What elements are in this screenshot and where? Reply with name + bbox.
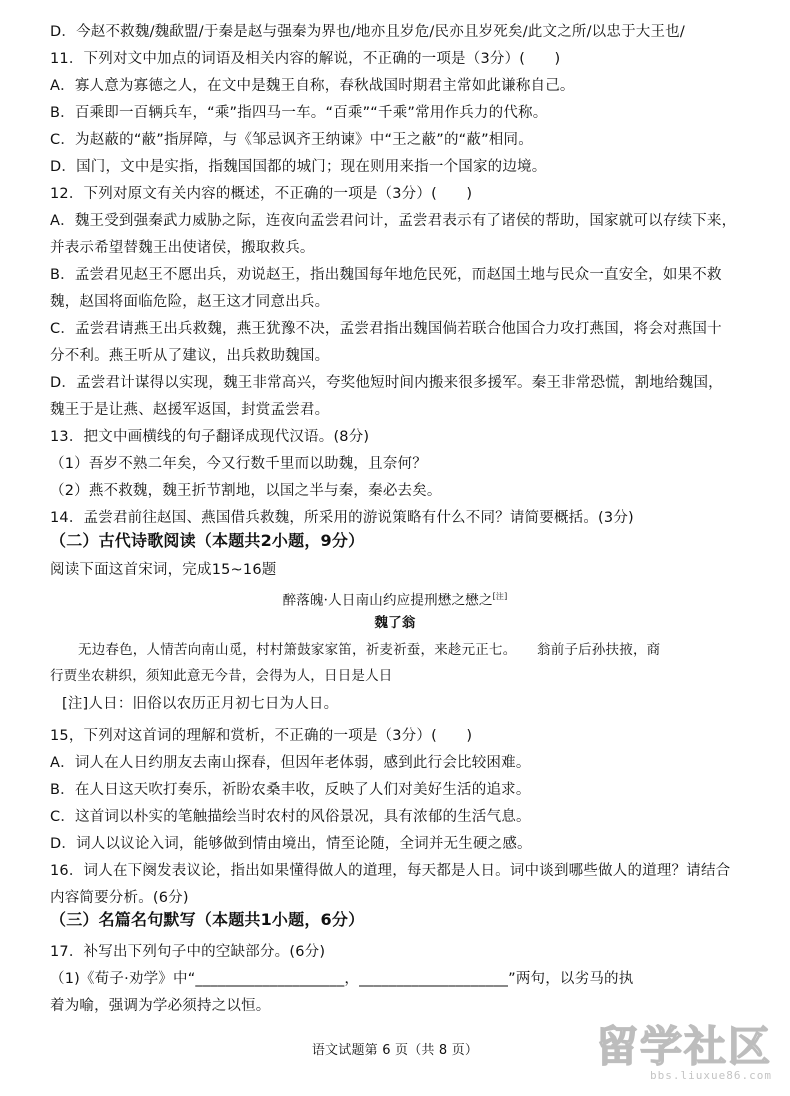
section-heading-poetry: （二）古代诗歌阅读（本题共2小题，9分） <box>50 531 365 550</box>
question-line: B．孟尝君见赵王不愿出兵，劝说赵王，指出魏国每年地危民死，而赵国土地与民众一直安全，如果不救 <box>50 267 722 283</box>
question-line: A．寡人意为寡德之人，在文中是魏王自称，春秋战国时期君主常如此谦称自己。 <box>50 78 575 94</box>
poetry-question-line: A．词人在人日约朋友去南山探春，但因年老体弱，感到此行会比较困难。 <box>50 755 531 771</box>
poem-title-text: 醉落魄·人日南山约应提刑懋之懋之 <box>282 592 493 609</box>
question-line: 并表示希望替魏王出使诸侯，搬取救兵。 <box>50 240 315 256</box>
poetry-question-line: B．在人日这天吹打奏乐，祈盼农桑丰收，反映了人们对美好生活的追求。 <box>50 782 531 798</box>
poetry-question-line: 内容简要分析。(6分) <box>50 890 189 906</box>
question-line: D．孟尝君计谋得以实现，魏王非常高兴，夸奖他短时间内搬来很多援军。秦王非常恐慌，割地给魏国， <box>50 375 723 391</box>
question-line: 分不利。燕王听从了建议，出兵救助魏国。 <box>50 348 330 364</box>
question-line: A．魏王受到强秦武力威胁之际，连夜向孟尝君问计，孟尝君表示有了诸侯的帮助，国家就可以存续下来， <box>50 213 737 229</box>
watermark-url: bbs.liuxue86.com <box>650 1069 772 1082</box>
poem-intro: 阅读下面这首宋词，完成15~16题 <box>50 562 277 578</box>
poem-note: [注]人日：旧俗以农历正月初七日为人日。 <box>62 696 339 712</box>
poem-body-line-2: 行贾坐农耕织，须知此意无今昔，会得为人，日日是人日 <box>50 668 393 684</box>
question-line: C．为赵蔽的“蔽”指屏障，与《邹忌讽齐王纳谏》中“王之蔽”的“蔽”相同。 <box>50 132 533 148</box>
recitation-question-line: 17．补写出下列句子中的空缺部分。(6分) <box>50 944 326 960</box>
section-heading-recitation: （三）名篇名句默写（本题共1小题，6分） <box>50 910 365 929</box>
poem-author: 魏了翁 <box>374 615 416 631</box>
recitation-question-line: 着为喻，强调为学必须持之以恒。 <box>50 998 271 1014</box>
poetry-question-line: 16．词人在下阕发表议论，指出如果懂得做人的道理，每天都是人日。词中谈到哪些做人的道理？请结合 <box>50 863 731 879</box>
watermark-logo <box>595 1022 772 1082</box>
question-line: （2）燕不救魏，魏王折节割地，以国之半与秦，秦必去矣。 <box>50 483 442 499</box>
question-line: 12．下列对原文有关内容的概述，不正确的一项是（3分）( ) <box>50 186 473 202</box>
question-line: 11．下列对文中加点的词语及相关内容的解说，不正确的一项是（3分）( ) <box>50 51 561 67</box>
question-line: C．孟尝君请燕王出兵救魏，燕王犹豫不决，孟尝君指出魏国倘若联合他国合力攻打燕国，将会对燕国十 <box>50 321 722 337</box>
question-line: D．今赵不救魏/魏歃盟/于秦是赵与强秦为界也/地亦且岁危/民亦且岁死矣/此文之所/以忠于大王也/ <box>50 24 685 40</box>
poem-note-mark: [注] <box>492 592 508 601</box>
poetry-question-line: 15，下列对这首词的理解和赏析，不正确的一项是（3分）( ) <box>50 728 473 744</box>
poem-title <box>0 587 790 611</box>
question-line: 魏王于是让燕、赵援军返国，封赏孟尝君。 <box>50 402 330 418</box>
question-line: D．国门，文中是实指，指魏国国都的城门；现在则用来指一个国家的边境。 <box>50 159 547 175</box>
question-line: （1）吾岁不熟二年矣，今又行数千里而以助魏，且奈何？ <box>50 456 427 472</box>
poem-body-line-1: 无边春色，人情苦向南山觅，村村箫鼓家家笛，祈麦祈蚕，来趁元正七。 翁前子后孙扶掖，商 <box>78 642 661 658</box>
poetry-question-line: C．这首词以朴实的笔触描绘当时农村的风俗景况，具有浓郁的生活气息。 <box>50 809 531 825</box>
question-line: B．百乘即一百辆兵车，“乘”指四马一车。“百乘”“千乘”常用作兵力的代称。 <box>50 105 548 121</box>
question-line: 14．孟尝君前往赵国、燕国借兵救魏，所采用的游说策略有什么不同？请简要概括。(3分) <box>50 510 634 526</box>
recitation-question-line: （1)《荀子·劝学》中“____________________，____________________”两句，以劣马的执 <box>50 971 634 987</box>
poetry-question-line: D．词人以议论入词，能够做到情由境出，情至论随，全词并无生硬之感。 <box>50 836 532 852</box>
question-line: 13．把文中画横线的句子翻译成现代汉语。(8分) <box>50 429 370 445</box>
page-footer: 语文试题第 6 页（共 8 页） <box>311 1043 479 1058</box>
watermark-title: 留学社区 <box>595 1022 772 1071</box>
question-line: 魏，赵国将面临危险，赵王这才同意出兵。 <box>50 294 330 310</box>
